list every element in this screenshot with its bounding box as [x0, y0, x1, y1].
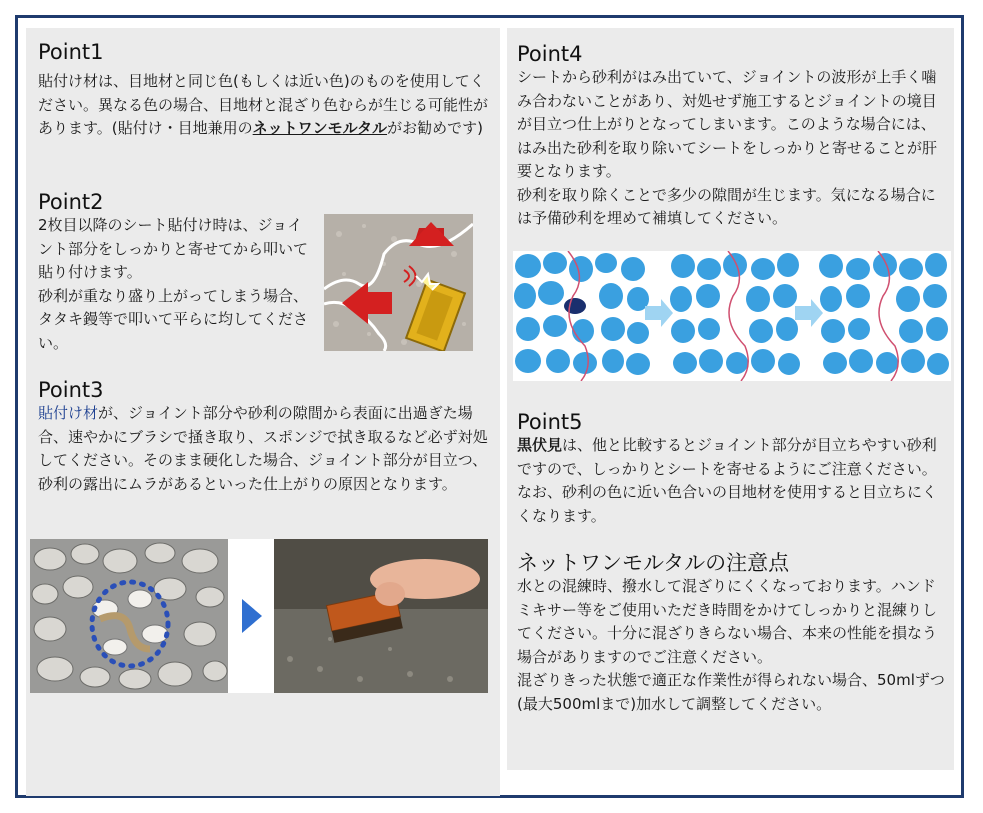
point5-title: Point5: [517, 410, 583, 434]
page-frame: [15, 15, 964, 798]
point5-section: [517, 410, 947, 528]
netone-mortar-link[interactable]: ネットワンモルタル: [252, 119, 388, 137]
point2-text: 2枚目以降のシート貼付け時は、ジョイント部分をしっかりと寄せてから叩いて貼り付けます。 砂利が重なり盛り上がってしまう場合、タタキ鏝等で叩いて平らに均してください。: [38, 216, 309, 352]
point1-text-before: 貼付け材は、目地材と同じ色(もしくは近い色)のものを使用してください。異なる色の場合、目地材と混ざり色むらが生じる可能性があります。(貼付け・目地兼用の: [38, 72, 489, 137]
gravel-panel-1: [514, 252, 650, 375]
point4-title: Point4: [517, 42, 583, 66]
left-column: [26, 28, 500, 796]
point3-photos-svg: [30, 539, 488, 693]
gravel-panel-2: [670, 253, 800, 375]
arrow-right-icon: [242, 599, 262, 633]
point1-section: [38, 40, 490, 141]
step-arrow-2-icon: [795, 299, 823, 327]
gravel-joint-diagram: [513, 251, 951, 381]
point3-text: [38, 402, 490, 496]
point3-title: Point3: [38, 378, 104, 402]
point2-section: [38, 190, 308, 355]
point3-photos: [30, 539, 488, 693]
point1-text-after: がお勧めです): [387, 119, 483, 137]
point2-title: Point2: [38, 190, 104, 214]
right-column: [507, 28, 954, 770]
point5-text: [517, 434, 947, 528]
notes-section: [517, 551, 947, 716]
trowel-tapping-illustration: [324, 214, 473, 351]
gravel-panel-3: [819, 253, 949, 375]
step-arrow-1-icon: [645, 299, 673, 327]
point3-body: が、ジョイント部分や砂利の隙間から表面に出過ぎた場合、速やかにブラシで掻き取り、スポンジで拭き取るなど必ず対処してください。そのまま硬化した場合、ジョイント部分が目立つ、砂利の露出にムラがあるといった仕上がりの原因となります。: [38, 404, 488, 493]
point5-body: は、他と比較するとジョイント部分が目立ちやすい砂利ですので、しっかりとシートを寄せるようにご注意ください。なお、砂利の色に近い色合いの目地材を使用すると目立ちにくくなります。: [517, 436, 938, 525]
point4-section: [517, 42, 947, 231]
protruding-stone: [564, 298, 586, 314]
adhesive-link[interactable]: 貼付け材: [38, 404, 99, 422]
red-arrow-left-icon: [366, 292, 392, 314]
point1-title: Point1: [38, 40, 104, 64]
point4-text: シートから砂利がはみ出ていて、ジョイントの波形が上手く噛み合わないことがあり、対処せず施工するとジョイントの境目が目立つ仕上がりとなってしまいます。このような場合には、はみ出た砂利を取り除いてシートをしっかりと寄せることが肝要となります。 砂利を取り除くことで多少の隙間が生じます。気になる場合には予備砂利を埋めて補填してください。: [517, 68, 938, 227]
gravel-joint-diagram-svg: [513, 251, 951, 381]
point1-text: [38, 70, 490, 141]
kurofushimi-label: 黒伏見: [517, 436, 563, 454]
notes-title: ネットワンモルタルの注意点: [517, 551, 790, 575]
notes-text: 水との混練時、撥水して混ざりにくくなっております。ハンドミキサー等をご使用いただき時間をかけてしっかりと混練りしてください。十分に混ざりきらない場合、本来の性能を損なう場合がありますのでご注意ください。 混ざりきった状態で適正な作業性が得られない場合、50mlずつ(最大500mlまで)加水して調整してください。: [517, 577, 945, 713]
point3-section: [38, 378, 490, 496]
trowel-illustration-svg: [324, 214, 473, 351]
